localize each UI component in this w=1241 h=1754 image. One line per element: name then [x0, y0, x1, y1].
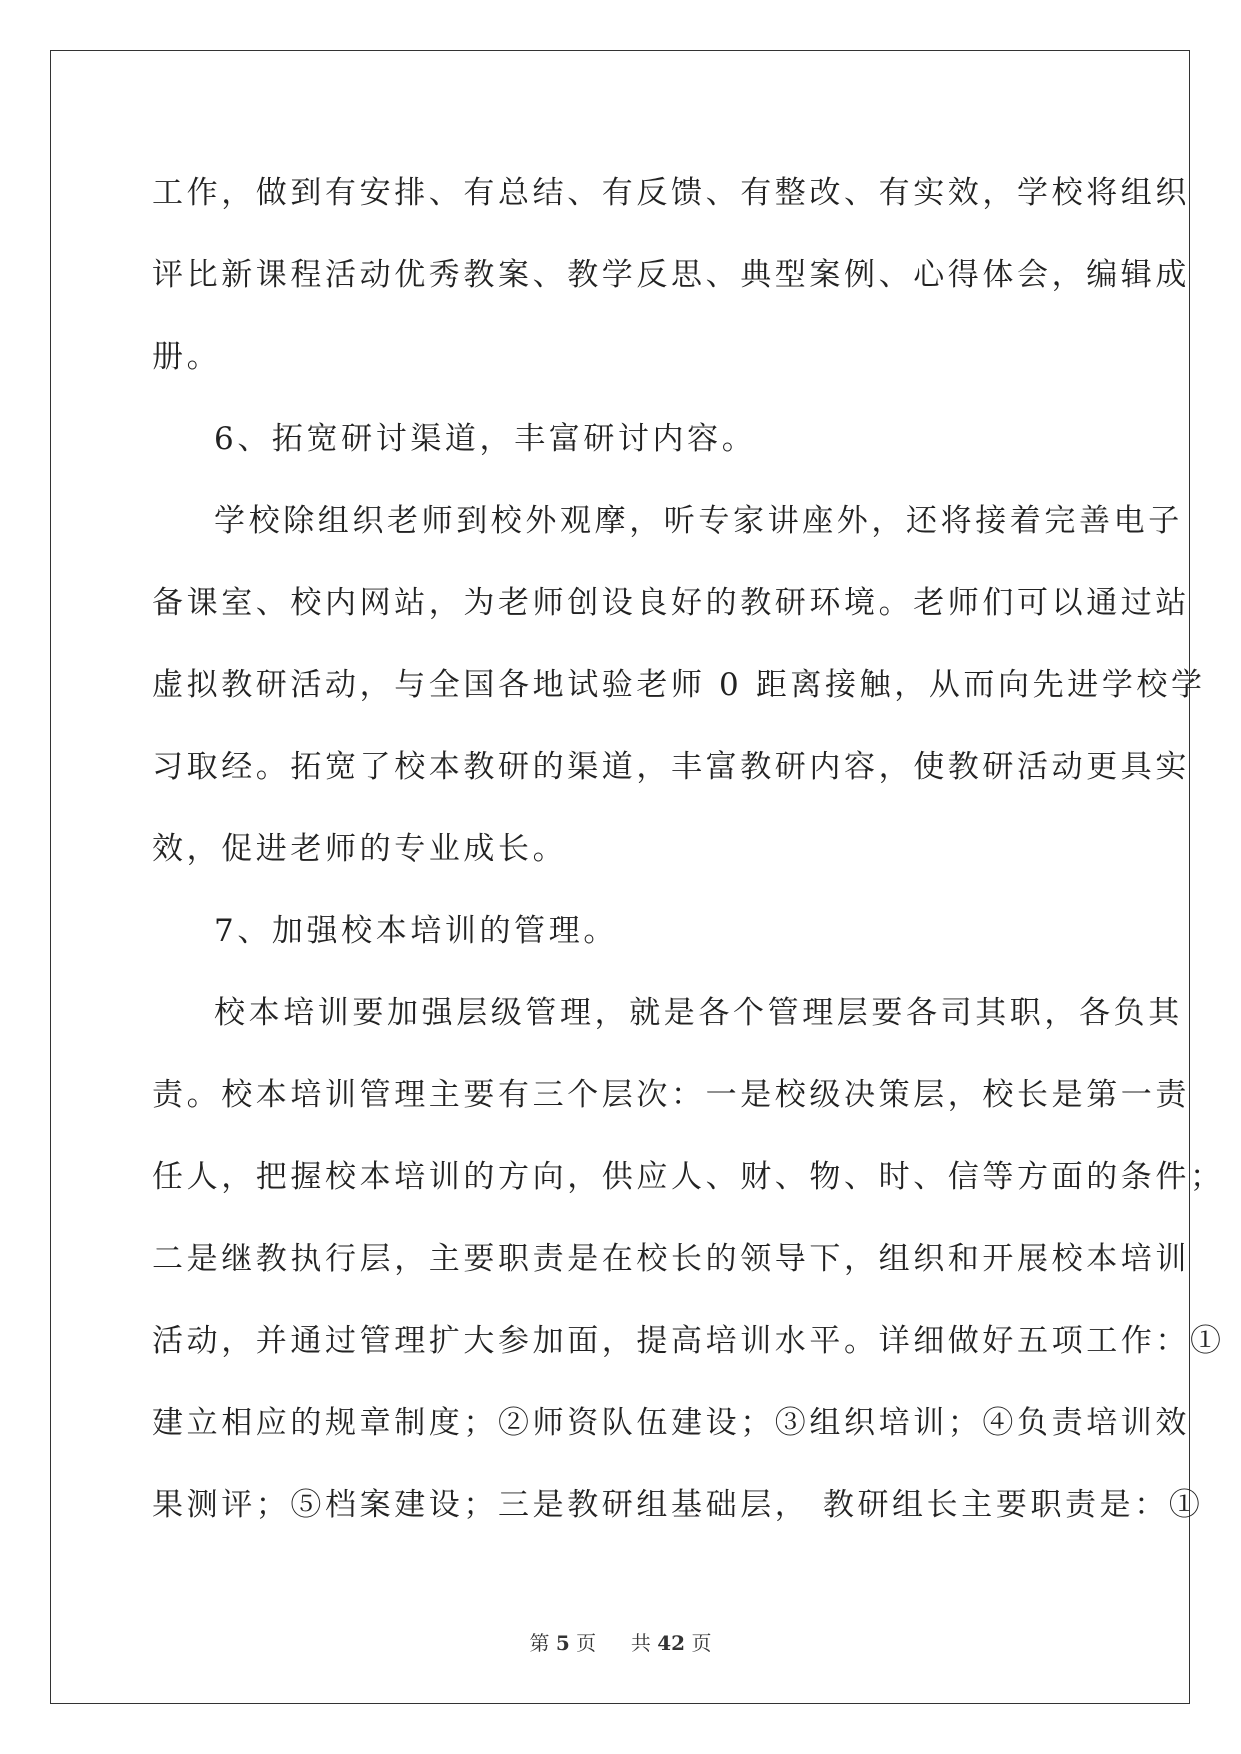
total-prefix: 共 — [630, 1631, 651, 1655]
page-prefix: 第 — [529, 1631, 550, 1655]
text-line: 建立相应的规章制度；②师资队伍建设；③组织培训；④负责培训效 — [152, 1405, 1190, 1441]
text-line: 备课室、校内网站，为老师创设良好的教研环境。老师们可以通过站 — [152, 585, 1190, 621]
page-footer — [0, 1627, 1241, 1656]
paragraph-start: 学校除组织老师到校外观摩，听专家讲座外，还将接着完善电子 — [214, 503, 1183, 539]
text-line: 册。 — [152, 339, 222, 375]
text-line: 活动，并通过管理扩大参加面，提高培训水平。详细做好五项工作：① — [152, 1323, 1225, 1359]
page-suffix: 页 — [576, 1631, 597, 1655]
text-line: 二是继教执行层，主要职责是在校长的领导下，组织和开展校本培训 — [152, 1241, 1190, 1277]
total-suffix: 页 — [691, 1631, 712, 1655]
text-line: 习取经。拓宽了校本教研的渠道，丰富教研内容，使教研活动更具实 — [152, 749, 1190, 785]
section-heading-6: 6、拓宽研讨渠道，丰富研讨内容。 — [214, 421, 757, 457]
text-line: 果测评；⑤档案建设；三是教研组基础层， 教研组长主要职责是：① — [152, 1487, 1204, 1523]
total-pages: 42 — [657, 1631, 686, 1655]
section-heading-7: 7、加强校本培训的管理。 — [214, 913, 618, 949]
text-line: 效，促进老师的专业成长。 — [152, 831, 568, 867]
text-line: 责。校本培训管理主要有三个层次：一是校级决策层，校长是第一责 — [152, 1077, 1190, 1113]
text-line: 虚拟教研活动，与全国各地试验老师 0 距离接触，从而向先进学校学 — [152, 667, 1206, 703]
paragraph-start: 校本培训要加强层级管理，就是各个管理层要各司其职，各负其 — [214, 995, 1183, 1031]
document-body — [152, 152, 1225, 1546]
text-line: 评比新课程活动优秀教案、教学反思、典型案例、心得体会，编辑成 — [152, 257, 1190, 293]
page-number: 5 — [555, 1631, 570, 1655]
text-line: 任人，把握校本培训的方向，供应人、财、物、时、信等方面的条件； — [152, 1159, 1225, 1195]
text-line: 工作，做到有安排、有总结、有反馈、有整改、有实效，学校将组织 — [152, 175, 1190, 211]
